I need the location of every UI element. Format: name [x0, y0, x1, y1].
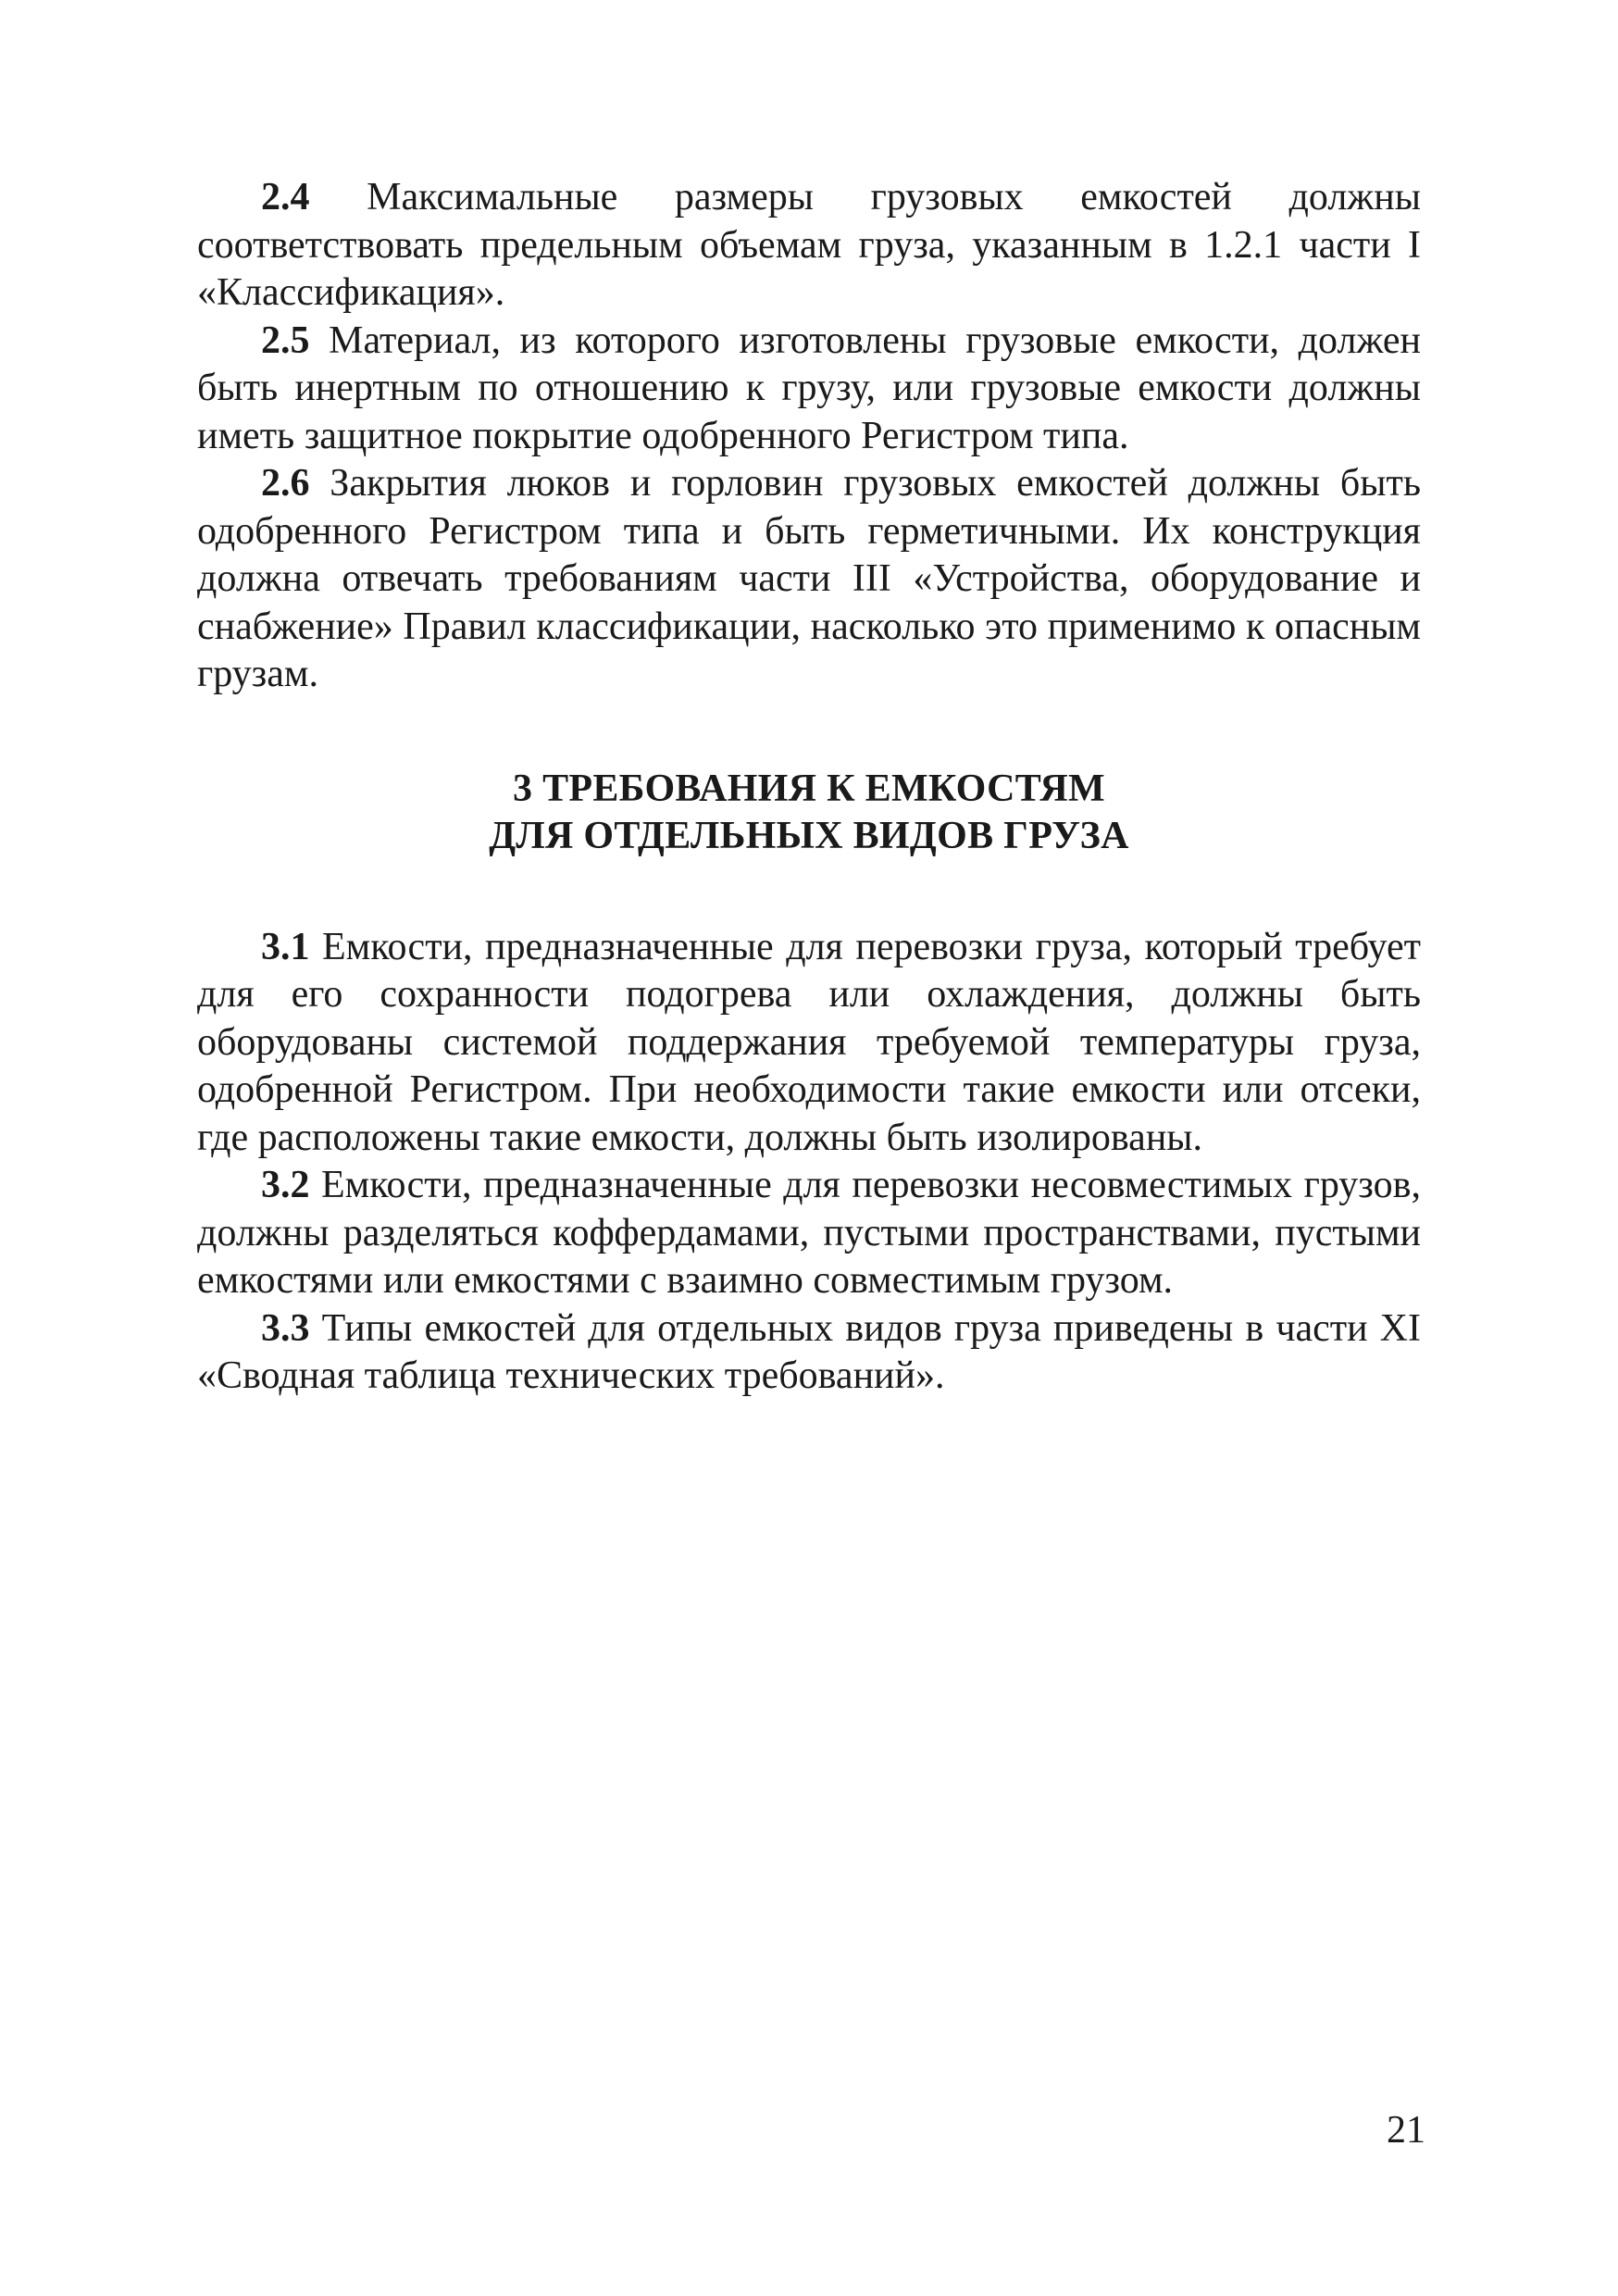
paragraph-text: Материал, из которого изготовлены грузовые емкости, должен быть инертным по отношению к грузу, или грузовые емкости должны иметь защитное покрытие одобренного Регистром типа.	[197, 318, 1421, 457]
page-number: 21	[1387, 2109, 1425, 2152]
section-heading-line-1: 3 ТРЕБОВАНИЯ К ЕМКОСТЯМ	[512, 767, 1106, 810]
paragraph-text: Емкости, предназначенные для перевозки несовместимых грузов, должны разделяться коффердамами, пустыми пространствами, пустыми емкостями или емкостями с взаимно совместимым грузом.	[197, 1164, 1421, 1302]
paragraph-number: 3.3	[261, 1306, 310, 1350]
paragraph-number: 3.2	[261, 1164, 310, 1206]
paragraph-number: 2.5	[261, 318, 310, 362]
paragraph-text: Емкости, предназначенные для перевозки груза, который требует для его сохранности подогрева или охлаждения, должны быть оборудованы системой поддержания требуемой температуры груза, одобренной Регистром. При необходимости такие емкости или отсеки, где расположены такие емкости, должны быть изолированы.	[197, 925, 1421, 1159]
paragraph-text: Закрытия люков и горловин грузовых емкостей должны быть одобренного Регистром типа и быть герметичными. Их конструкция должна отвечать требованиям части III «Устройства, оборудование и снабжение» Правил классификации, насколько это применимо к опасным грузам.	[197, 462, 1421, 695]
paragraph-number: 2.4	[261, 176, 310, 218]
paragraph-2-4	[197, 174, 1421, 318]
paragraph-2-6	[197, 460, 1421, 699]
paragraph-number: 2.6	[261, 462, 310, 505]
section-heading	[197, 699, 1421, 924]
paragraph-3-2	[197, 1162, 1421, 1305]
paragraph-text: Типы емкостей для отдельных видов груза приведены в части XI «Сводная таблица технических требований».	[197, 1306, 1421, 1397]
paragraph-2-5	[197, 318, 1421, 461]
document-body	[197, 174, 1421, 1401]
paragraph-number: 3.1	[261, 925, 310, 968]
paragraph-3-3	[197, 1305, 1421, 1401]
paragraph-text: Максимальные размеры грузовых емкостей должны соответствовать предельным объемам груза, указанным в 1.2.1 части I «Классификация».	[197, 176, 1421, 314]
paragraph-3-1	[197, 924, 1421, 1163]
section-heading-line-2: ДЛЯ ОТДЕЛЬНЫХ ВИДОВ ГРУЗА	[489, 814, 1129, 857]
